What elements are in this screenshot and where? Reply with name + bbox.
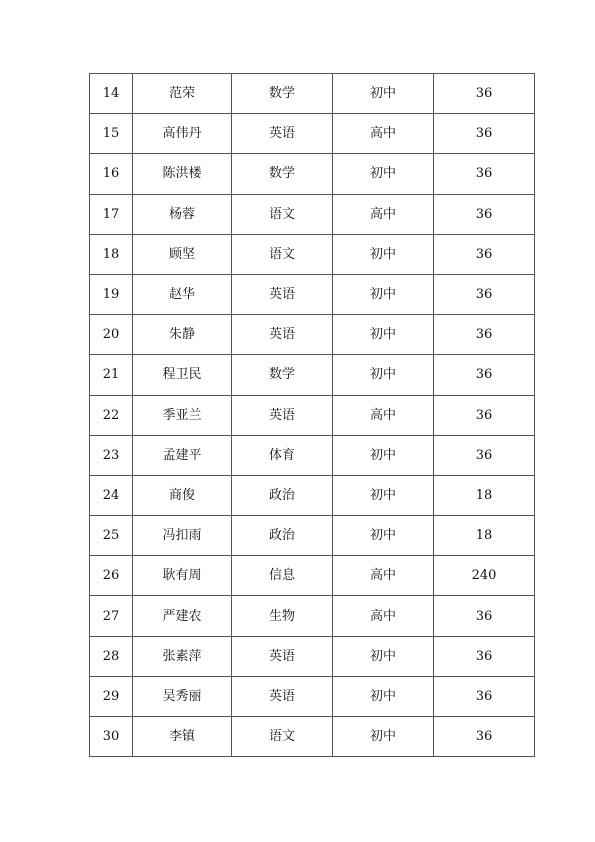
subject: 政治 — [232, 516, 333, 556]
hours: 36 — [434, 114, 535, 154]
row-number: 17 — [90, 194, 133, 234]
school-level: 高中 — [333, 556, 434, 596]
teacher-name: 张素萍 — [133, 636, 232, 676]
teacher-name: 朱静 — [133, 315, 232, 355]
subject: 英语 — [232, 315, 333, 355]
teacher-name: 陈洪楼 — [133, 154, 232, 194]
hours: 18 — [434, 475, 535, 515]
subject: 英语 — [232, 274, 333, 314]
teacher-table-container — [89, 73, 534, 757]
row-number: 25 — [90, 516, 133, 556]
school-level: 初中 — [333, 315, 434, 355]
table-row — [90, 274, 535, 314]
row-number: 24 — [90, 475, 133, 515]
hours: 36 — [434, 636, 535, 676]
row-number: 20 — [90, 315, 133, 355]
row-number: 27 — [90, 596, 133, 636]
teacher-name: 杨蓉 — [133, 194, 232, 234]
teacher-name: 顾坚 — [133, 234, 232, 274]
row-number: 21 — [90, 355, 133, 395]
hours: 36 — [434, 355, 535, 395]
school-level: 初中 — [333, 154, 434, 194]
subject: 体育 — [232, 435, 333, 475]
table-row — [90, 516, 535, 556]
table-row — [90, 234, 535, 274]
teacher-name: 程卫民 — [133, 355, 232, 395]
row-number: 26 — [90, 556, 133, 596]
hours: 36 — [434, 274, 535, 314]
row-number: 14 — [90, 74, 133, 114]
table-row — [90, 194, 535, 234]
school-level: 初中 — [333, 636, 434, 676]
hours: 36 — [434, 74, 535, 114]
hours: 36 — [434, 315, 535, 355]
school-level: 初中 — [333, 234, 434, 274]
subject: 政治 — [232, 475, 333, 515]
school-level: 初中 — [333, 516, 434, 556]
table-row — [90, 435, 535, 475]
subject: 语文 — [232, 194, 333, 234]
subject: 英语 — [232, 114, 333, 154]
teacher-name: 赵华 — [133, 274, 232, 314]
teacher-name: 高伟丹 — [133, 114, 232, 154]
teacher-name: 范荣 — [133, 74, 232, 114]
table-row — [90, 596, 535, 636]
row-number: 23 — [90, 435, 133, 475]
table-row — [90, 114, 535, 154]
hours: 36 — [434, 194, 535, 234]
school-level: 初中 — [333, 274, 434, 314]
teacher-name: 李镇 — [133, 717, 232, 757]
teacher-name: 季亚兰 — [133, 395, 232, 435]
teacher-name: 商俊 — [133, 475, 232, 515]
table-row — [90, 395, 535, 435]
table-row — [90, 154, 535, 194]
row-number: 22 — [90, 395, 133, 435]
school-level: 高中 — [333, 114, 434, 154]
row-number: 29 — [90, 676, 133, 716]
table-row — [90, 475, 535, 515]
subject: 生物 — [232, 596, 333, 636]
table-row — [90, 717, 535, 757]
row-number: 15 — [90, 114, 133, 154]
teacher-name: 孟建平 — [133, 435, 232, 475]
school-level: 初中 — [333, 355, 434, 395]
school-level: 高中 — [333, 395, 434, 435]
table-row — [90, 636, 535, 676]
table-row — [90, 556, 535, 596]
teacher-table-body — [90, 74, 535, 757]
subject: 语文 — [232, 717, 333, 757]
teacher-table — [89, 73, 535, 757]
row-number: 19 — [90, 274, 133, 314]
hours: 36 — [434, 154, 535, 194]
subject: 数学 — [232, 355, 333, 395]
table-row — [90, 74, 535, 114]
table-row — [90, 315, 535, 355]
row-number: 30 — [90, 717, 133, 757]
subject: 数学 — [232, 74, 333, 114]
school-level: 初中 — [333, 435, 434, 475]
hours: 36 — [434, 234, 535, 274]
hours: 36 — [434, 717, 535, 757]
school-level: 初中 — [333, 717, 434, 757]
teacher-name: 吴秀丽 — [133, 676, 232, 716]
school-level: 高中 — [333, 194, 434, 234]
teacher-name: 冯扣雨 — [133, 516, 232, 556]
row-number: 16 — [90, 154, 133, 194]
school-level: 初中 — [333, 74, 434, 114]
hours: 18 — [434, 516, 535, 556]
row-number: 18 — [90, 234, 133, 274]
subject: 信息 — [232, 556, 333, 596]
teacher-name: 耿有周 — [133, 556, 232, 596]
hours: 36 — [434, 676, 535, 716]
hours: 36 — [434, 596, 535, 636]
row-number: 28 — [90, 636, 133, 676]
table-row — [90, 676, 535, 716]
subject: 英语 — [232, 395, 333, 435]
subject: 英语 — [232, 676, 333, 716]
school-level: 初中 — [333, 676, 434, 716]
subject: 数学 — [232, 154, 333, 194]
table-row — [90, 355, 535, 395]
subject: 英语 — [232, 636, 333, 676]
hours: 36 — [434, 435, 535, 475]
teacher-name: 严建农 — [133, 596, 232, 636]
school-level: 初中 — [333, 475, 434, 515]
hours: 240 — [434, 556, 535, 596]
subject: 语文 — [232, 234, 333, 274]
school-level: 高中 — [333, 596, 434, 636]
hours: 36 — [434, 395, 535, 435]
